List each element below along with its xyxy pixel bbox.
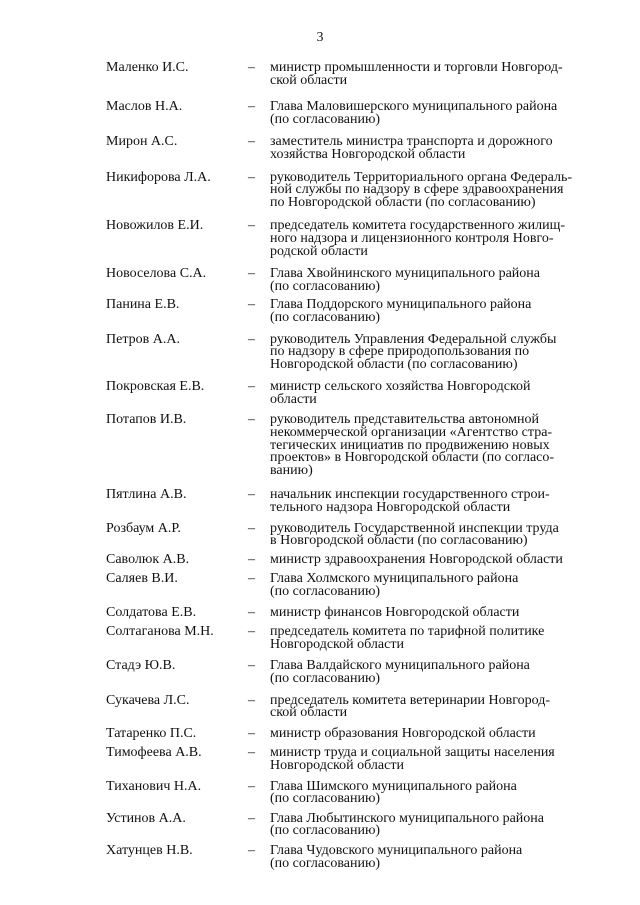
member-dash: – — [248, 551, 255, 567]
member-dash: – — [248, 778, 255, 794]
member-dash: – — [248, 604, 255, 620]
member-name: Тимофеева А.В. — [106, 745, 202, 761]
member-name: Новоселова С.А. — [106, 266, 207, 282]
member-dash: – — [248, 520, 255, 536]
member-dash: – — [248, 745, 255, 761]
member-role: министр труда и социальной защиты населения Новгородской области — [270, 745, 555, 773]
member-name: Хатунцев Н.В. — [106, 842, 193, 858]
member-row — [0, 520, 640, 549]
member-name: Солдатова Е.В. — [106, 604, 197, 620]
member-name: Петров А.А. — [106, 331, 180, 347]
member-name: Солтаганова М.Н. — [106, 624, 214, 640]
member-role: Глава Валдайского муниципального района (по согласованию) — [270, 658, 530, 686]
member-dash: – — [248, 658, 255, 674]
member-dash: – — [248, 134, 255, 150]
member-dash: – — [248, 331, 255, 347]
member-dash: – — [248, 266, 255, 282]
member-role: руководитель Государственной инспекции труда в Новгородской области (по согласованию) — [270, 520, 559, 549]
member-row — [0, 268, 640, 293]
member-role: министр финансов Новгородской области — [270, 604, 520, 620]
member-dash: – — [248, 725, 255, 741]
member-dash: – — [248, 487, 255, 503]
member-row — [0, 573, 640, 598]
member-row — [0, 299, 640, 324]
member-name: Пятлина А.В. — [106, 487, 187, 503]
member-name: Мирон А.С. — [106, 134, 178, 150]
member-name: Покровская Е.В. — [106, 379, 205, 395]
member-name: Никифорова Л.А. — [106, 169, 211, 185]
member-dash: – — [248, 169, 255, 185]
member-name: Новожилов Е.И. — [106, 218, 204, 234]
member-role: министр промышленности и торговли Новгород- ской области — [270, 60, 563, 88]
member-role: министр образования Новгородской области — [270, 725, 536, 741]
member-row — [0, 220, 640, 258]
member-role: Глава Чудовского муниципального района (по согласованию) — [270, 842, 523, 871]
member-dash: – — [248, 218, 255, 234]
member-row — [0, 692, 640, 721]
member-role: председатель комитета ветеринарии Новгород- ской области — [270, 692, 550, 721]
member-dash: – — [248, 692, 255, 708]
member-dash: – — [248, 379, 255, 395]
member-role: Глава Шимского муниципального района (по согласованию) — [270, 778, 517, 807]
member-list — [0, 62, 640, 870]
member-role: начальник инспекции государственного строи- тельного надзора Новгородской области — [270, 487, 550, 516]
member-role: руководитель Территориального органа Федераль- ной службы по надзору в сфере здравоохранения по Новгородской области (по согласованию) — [270, 169, 573, 210]
member-row — [0, 725, 640, 741]
member-row — [0, 136, 640, 161]
member-name: Саволюк А.В. — [106, 551, 190, 567]
member-name: Тиханович Н.А. — [106, 778, 202, 794]
member-name: Маслов Н.А. — [106, 99, 183, 115]
member-name: Сукачева Л.С. — [106, 692, 190, 708]
member-name: Панина Е.В. — [106, 297, 180, 313]
member-name: Маленко И.С. — [106, 60, 189, 75]
member-row — [0, 842, 640, 871]
member-dash: – — [248, 99, 255, 115]
member-row — [0, 626, 640, 651]
member-dash: – — [248, 810, 255, 826]
member-row — [0, 660, 640, 685]
member-row — [0, 604, 640, 620]
member-dash: – — [248, 571, 255, 587]
member-role: руководитель представительства автономной некоммерческой организации «Агентство стра- тегических инициатив по продвижению новых проектов» в Новгородской области (по согласо- ванию) — [270, 412, 555, 478]
member-dash: – — [248, 842, 255, 858]
member-row — [0, 414, 640, 477]
member-dash: – — [248, 412, 255, 428]
member-name: Стадэ Ю.В. — [106, 658, 176, 674]
member-row — [0, 62, 640, 87]
member-role: Глава Поддорского муниципального района (по согласованию) — [270, 297, 532, 325]
member-row — [0, 747, 640, 772]
member-row — [0, 778, 640, 807]
member-role: Глава Любытинского муниципального района (по согласованию) — [270, 810, 544, 839]
member-dash: – — [248, 297, 255, 313]
member-name: Потапов И.В. — [106, 412, 187, 428]
member-row — [0, 489, 640, 514]
member-name: Саляев В.И. — [106, 571, 178, 587]
member-row — [0, 101, 640, 126]
member-role: Глава Хвойнинского муниципального района (по согласованию) — [270, 266, 540, 294]
member-role: председатель комитета государственного жилищ- ного надзора и лицензионного контроля Новго- родской области — [270, 218, 566, 259]
member-row — [0, 810, 640, 839]
member-role: министр здравоохранения Новгородской области — [270, 551, 563, 567]
member-row — [0, 331, 640, 372]
member-role: Глава Холмского муниципального района (по согласованию) — [270, 571, 519, 599]
member-role: заместитель министра транспорта и дорожного хозяйства Новгородской области — [270, 134, 553, 162]
member-row — [0, 169, 640, 210]
member-name: Розбаум А.Р. — [106, 520, 181, 536]
member-dash: – — [248, 60, 255, 75]
member-role: министр сельского хозяйства Новгородской области — [270, 379, 531, 407]
member-role: Глава Маловишерского муниципального района (по согласованию) — [270, 99, 558, 127]
member-row — [0, 381, 640, 406]
page-number: 3 — [316, 30, 324, 45]
member-row — [0, 551, 640, 567]
member-name: Устинов А.А. — [106, 810, 186, 826]
member-dash: – — [248, 624, 255, 640]
member-name: Татаренко П.С. — [106, 725, 197, 741]
member-role: председатель комитета по тарифной политике Новгородской области — [270, 624, 545, 652]
member-role: руководитель Управления Федеральной службы по надзору в сфере природопользования по Новгородской области (по согласованию) — [270, 331, 557, 372]
